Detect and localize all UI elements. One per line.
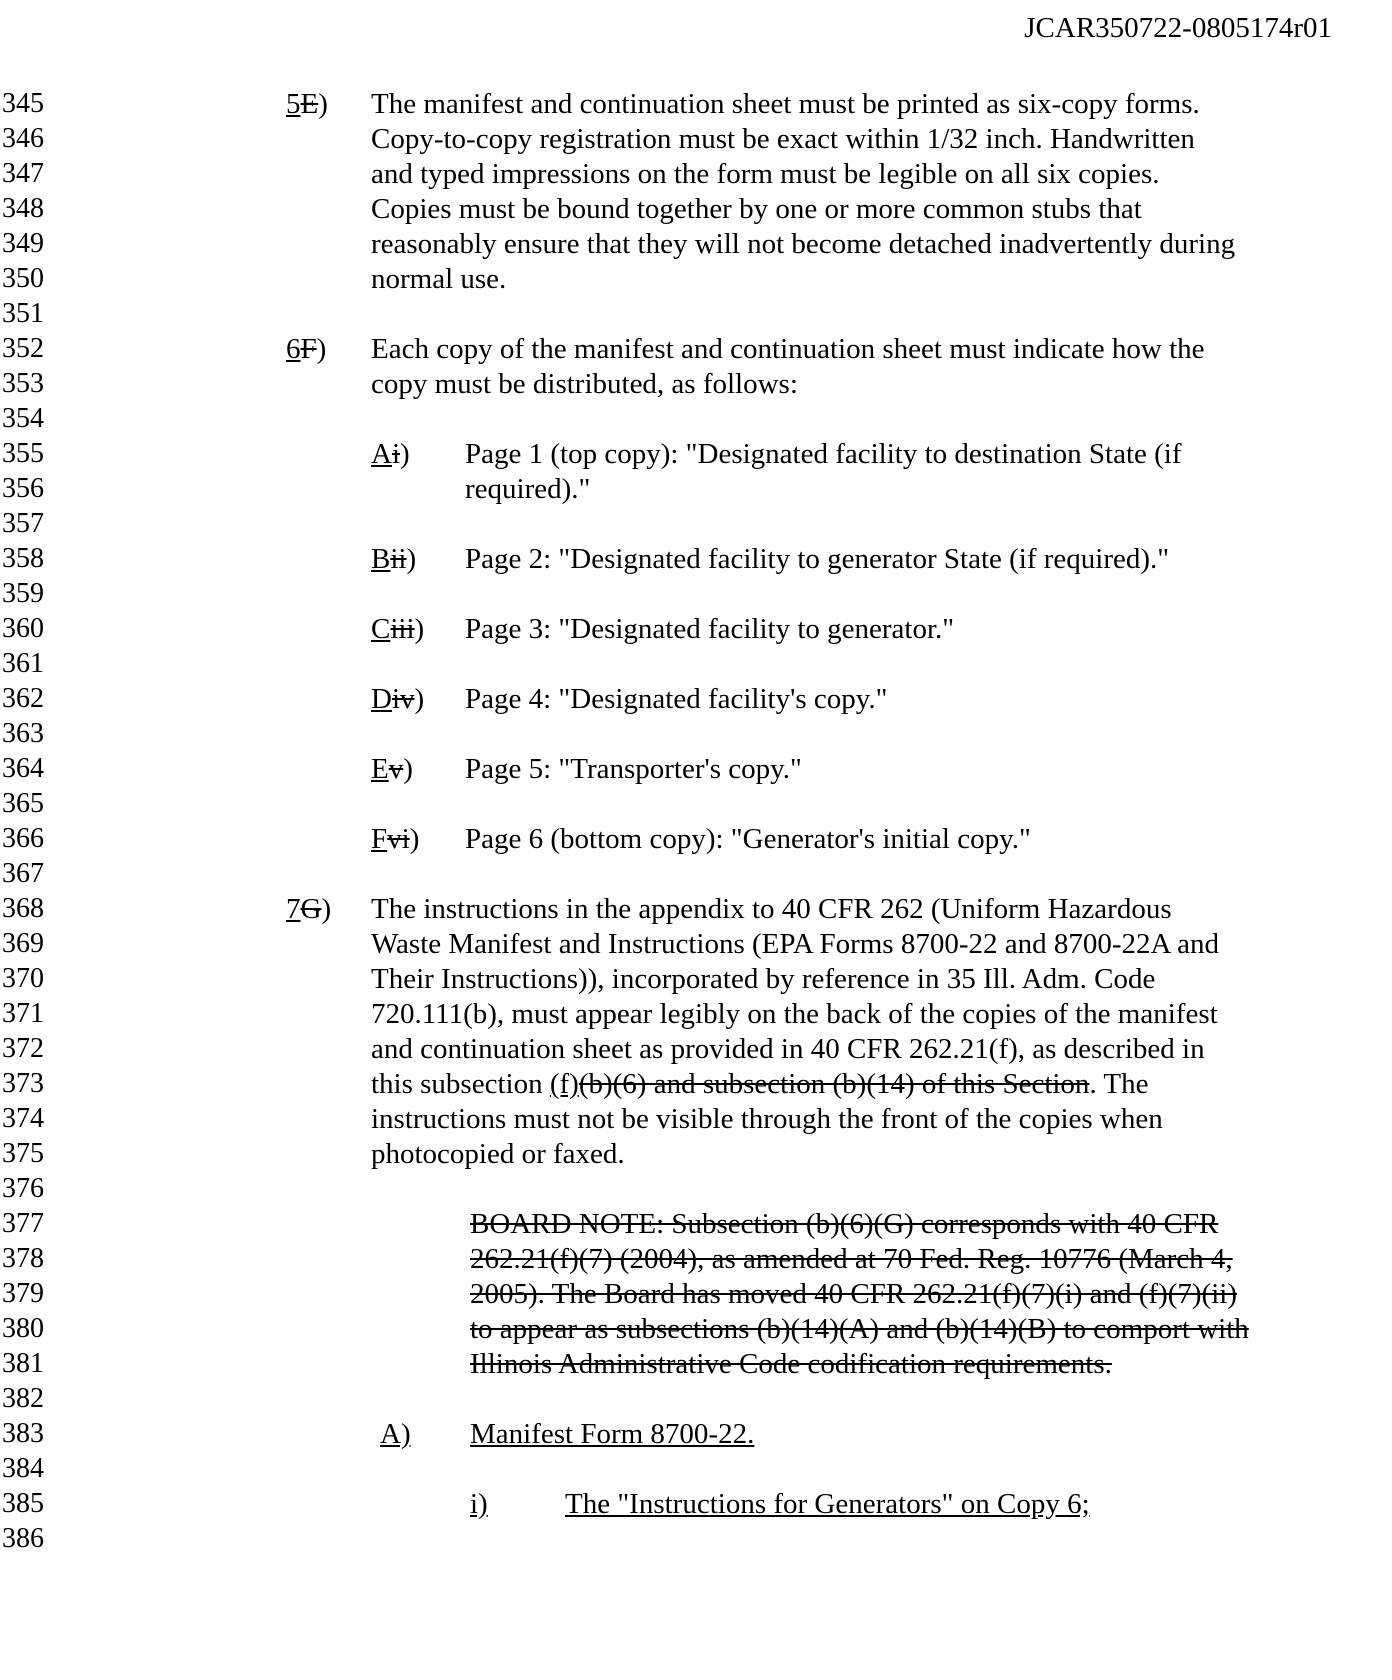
subitem-marker: Ai): [371, 438, 410, 470]
line-number: 382: [2, 1383, 44, 1414]
line-number: 372: [2, 1033, 44, 1064]
line-number: 366: [2, 823, 44, 854]
text-line: and continuation sheet as provided in 40 CFR 262.21(f), as described in: [371, 1033, 1205, 1065]
line-number: 379: [2, 1278, 44, 1309]
line-number: 353: [2, 368, 44, 399]
text-line: Copy-to-copy registration must be exact within 1/32 inch. Handwritten: [371, 123, 1195, 155]
line-number: 356: [2, 473, 44, 504]
inserted-text: The "Instructions for Generators" on Copy 6;: [565, 1488, 1090, 1520]
line-number: 355: [2, 438, 44, 469]
deleted-text: Illinois Administrative Code codification requirements.: [470, 1348, 1112, 1380]
line-number: 376: [2, 1173, 44, 1204]
line-number: 385: [2, 1488, 44, 1519]
inserted-text: (f): [549, 1068, 579, 1100]
paragraph-marker: 6F): [286, 333, 327, 365]
text-line: Copies must be bound together by one or more common stubs that: [371, 193, 1142, 225]
line-number: 381: [2, 1348, 44, 1379]
text-line: photocopied or faxed.: [371, 1138, 625, 1170]
line-number: 354: [2, 403, 44, 434]
subitem-marker: Fvi): [371, 823, 420, 855]
line-number: 377: [2, 1208, 44, 1239]
text-line: Page 4: "Designated facility's copy.": [465, 683, 888, 715]
line-number: 359: [2, 578, 44, 609]
text-line: Each copy of the manifest and continuation sheet must indicate how the: [371, 333, 1205, 365]
paragraph-marker: 7G): [286, 893, 332, 925]
line-number: 362: [2, 683, 44, 714]
line-number: 346: [2, 123, 44, 154]
line-number: 347: [2, 158, 44, 189]
line-number: 364: [2, 753, 44, 784]
subitem-marker: Bii): [371, 543, 417, 575]
text-line: Page 5: "Transporter's copy.": [465, 753, 802, 785]
line-number: 357: [2, 508, 44, 539]
line-number: 370: [2, 963, 44, 994]
text-line: Page 3: "Designated facility to generator.": [465, 613, 955, 645]
subitem-marker: Div): [371, 683, 425, 715]
line-number: 380: [2, 1313, 44, 1344]
line-number: 383: [2, 1418, 44, 1449]
deleted-text: BOARD NOTE: Subsection (b)(6)(G) corresponds with 40 CFR: [470, 1208, 1219, 1240]
text-line: and typed impressions on the form must be legible on all six copies.: [371, 158, 1160, 190]
deleted-text: 262.21(f)(7) (2004), as amended at 70 Fed. Reg. 10776 (March 4,: [470, 1243, 1233, 1275]
text-line: copy must be distributed, as follows:: [371, 368, 798, 400]
line-number: 345: [2, 88, 44, 119]
line-number: 349: [2, 228, 44, 259]
deleted-text: 2005). The Board has moved 40 CFR 262.21(f)(7)(i) and (f)(7)(ii): [470, 1278, 1237, 1310]
line-number: 360: [2, 613, 44, 644]
text-line-amended: this subsection (f)(b)(6) and subsection (b)(14) of this Section. The: [371, 1068, 1149, 1100]
subitem-marker: Ev): [371, 753, 413, 785]
deleted-text: to appear as subsections (b)(14)(A) and (b)(14)(B) to comport with: [470, 1313, 1249, 1345]
text-line: Their Instructions)), incorporated by reference in 35 Ill. Adm. Code: [371, 963, 1156, 995]
text-line: Page 2: "Designated facility to generator State (if required).": [465, 543, 1170, 575]
text-line: Page 1 (top copy): "Designated facility to destination State (if: [465, 438, 1182, 470]
line-number: 384: [2, 1453, 44, 1484]
text-line: 720.111(b), must appear legibly on the back of the copies of the manifest: [371, 998, 1218, 1030]
text-line: The manifest and continuation sheet must be printed as six-copy forms.: [371, 88, 1200, 120]
inserted-text: Manifest Form 8700-22.: [470, 1418, 755, 1450]
line-number: 374: [2, 1103, 44, 1134]
line-number: 386: [2, 1523, 44, 1554]
line-number: 361: [2, 648, 44, 679]
text-line: The instructions in the appendix to 40 CFR 262 (Uniform Hazardous: [371, 893, 1172, 925]
line-number: 378: [2, 1243, 44, 1274]
text-line: reasonably ensure that they will not become detached inadvertently during: [371, 228, 1236, 260]
text-line: required).": [465, 473, 591, 505]
text-line: Page 6 (bottom copy): "Generator's initial copy.": [465, 823, 1031, 855]
subitem-marker: Ciii): [371, 613, 425, 645]
line-number: 358: [2, 543, 44, 574]
line-number: 368: [2, 893, 44, 924]
line-number: 367: [2, 858, 44, 889]
text-line: Waste Manifest and Instructions (EPA Forms 8700-22 and 8700-22A and: [371, 928, 1219, 960]
line-number: 352: [2, 333, 44, 364]
line-number: 371: [2, 998, 44, 1029]
line-number: 369: [2, 928, 44, 959]
text-line: instructions must not be visible through the front of the copies when: [371, 1103, 1163, 1135]
paragraph-marker: A): [380, 1418, 411, 1450]
paragraph-marker: i): [470, 1488, 488, 1520]
text-line: normal use.: [371, 263, 507, 295]
document-header: JCAR350722-0805174r01: [1024, 12, 1332, 44]
line-number: 351: [2, 298, 44, 329]
line-number: 350: [2, 263, 44, 294]
line-number: 365: [2, 788, 44, 819]
line-number: 363: [2, 718, 44, 749]
line-number: 348: [2, 193, 44, 224]
line-number: 375: [2, 1138, 44, 1169]
deleted-text: (b)(6) and subsection (b)(14) of this Section: [578, 1068, 1090, 1100]
line-number: 373: [2, 1068, 44, 1099]
paragraph-marker: 5E): [286, 88, 328, 120]
